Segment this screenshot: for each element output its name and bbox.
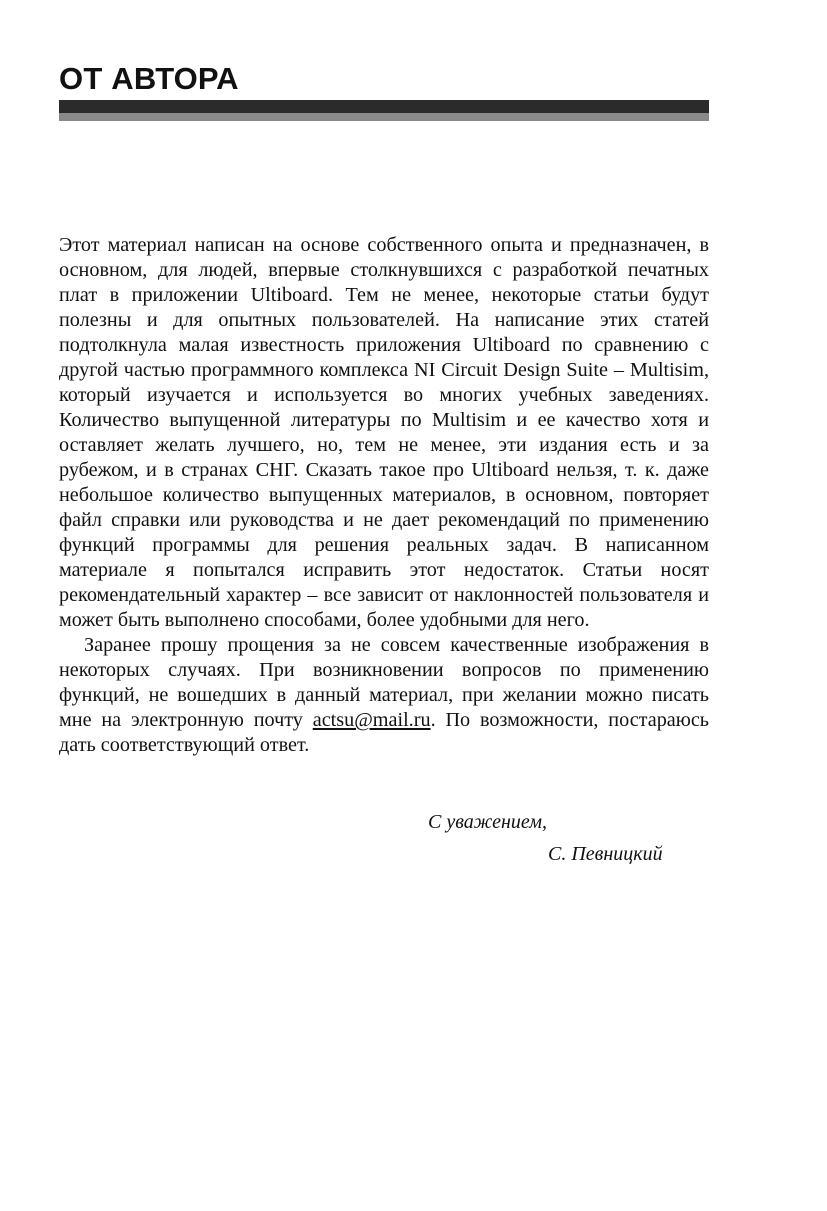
- signature-greeting: С уважением,: [428, 811, 548, 833]
- body-text: [59, 233, 709, 758]
- paragraph-2-text-end: . По возможности, постараюсь дать соответствующий ответ.: [59, 709, 709, 756]
- title-rule-dark: [59, 100, 709, 113]
- paragraph-2-text-start: Заранее прошу прощения за не совсем качественные изображения в некоторых случаях. При возникновении вопросов по применению функций, не вошедших в данный материал, при желании можно писать мне на электронную почту: [59, 634, 709, 731]
- title-rule-light: [59, 113, 709, 121]
- paragraph-2: [59, 633, 709, 758]
- email-link[interactable]: actsu@mail.ru: [312, 709, 431, 731]
- page-title: ОТ АВТОРА: [59, 61, 239, 96]
- signature-name: С. Певницкий: [548, 843, 663, 865]
- paragraph-1: Этот материал написан на основе собственного опыта и предназначен, в основном, для людей, впервые столкнувшихся с разработкой печатных плат в приложении Ultiboard. Тем не менее, некоторые статьи будут полезны и для опытных пользователей. На написание этих статей подтолкнула малая известность приложения Ultiboard по сравнению с другой частью программного комплекса NI Circuit Design Suite – Multisim, который изучается и используется во многих учебных заведениях. Количество выпущенной литературы по Multisim и ее качество хотя и оставляет желать лучшего, но, тем не менее, эти издания есть и за рубежом, и в странах СНГ. Сказать такое про Ultiboard нельзя, т. к. даже небольшое количество выпущенных материалов, в основном, повторяет файл справки или руководства и не дает рекомендаций по применению функций программы для решения реальных задач. В написанном материале я попытался исправить этот недостаток. Статьи носят рекомендательный характер – все зависит от наклонностей пользователя и может быть выполнено способами, более удобными для него.: [59, 234, 709, 631]
